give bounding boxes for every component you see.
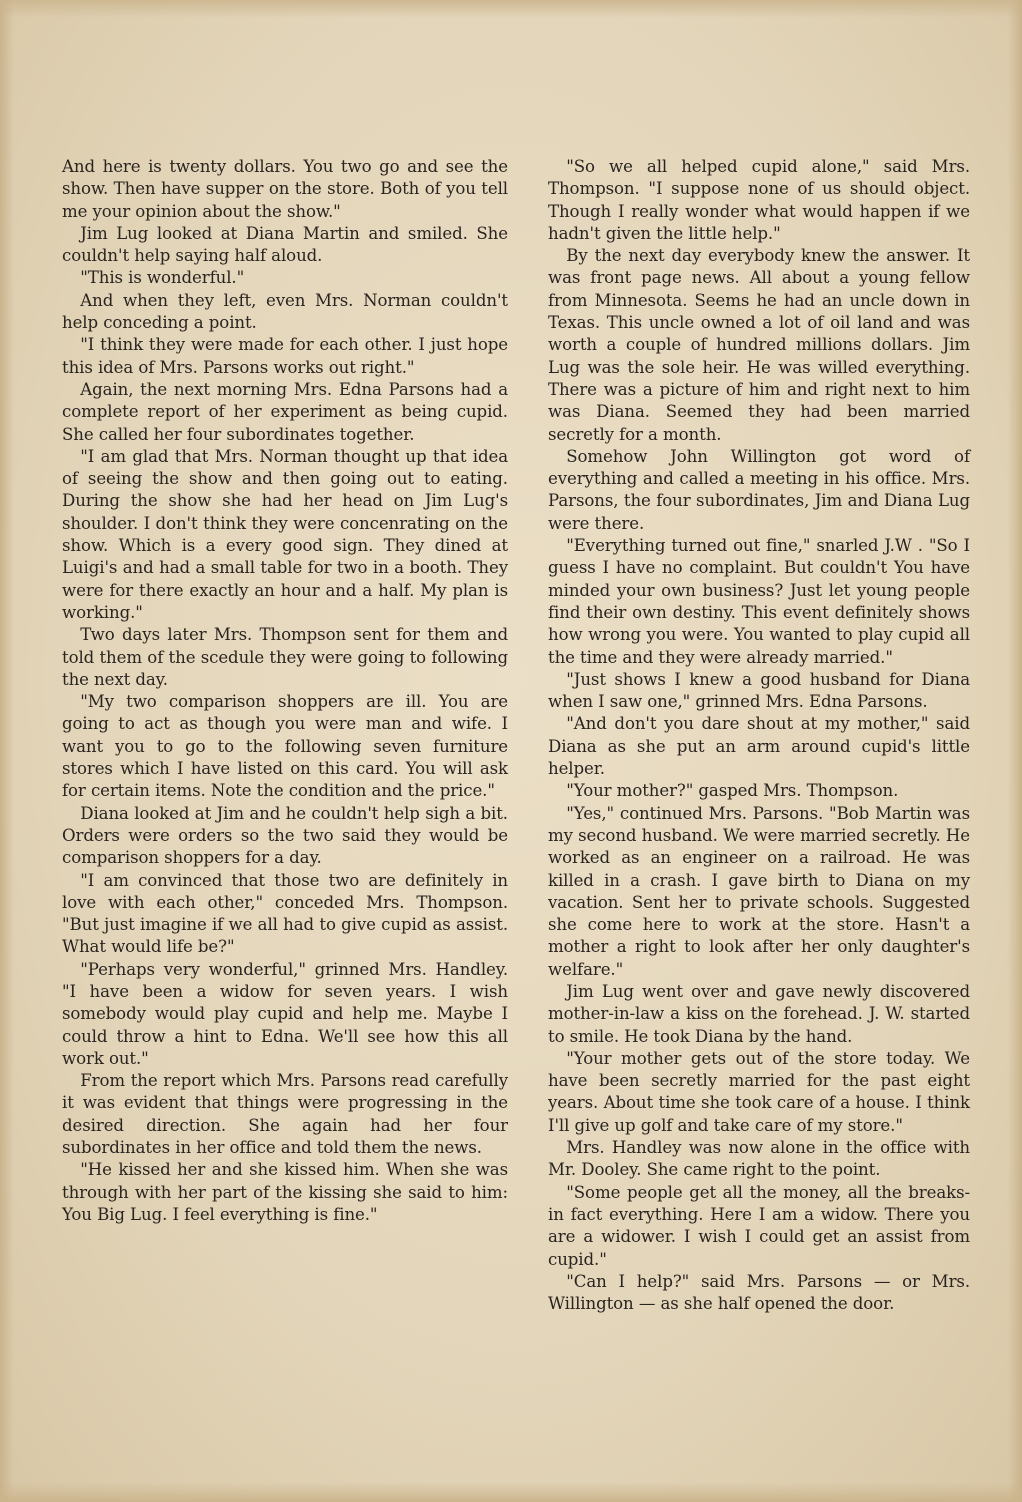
paragraph: "He kissed her and she kissed him. When she was through with her part of the kissing she said to him: You Big Lug. I feel everything is fine.": [62, 1160, 508, 1224]
left-text-column: [62, 156, 508, 1226]
paragraph: "Some people get all the money, all the breaks-in fact everything. Here I am a widow. There you are a widower. I wish I could get an assist from cupid.": [548, 1182, 970, 1269]
paragraph: Diana looked at Jim and he couldn't help sigh a bit. Orders were orders so the two said they would be comparison shoppers for a day.: [62, 803, 508, 868]
paragraph: "I am convinced that those two are definitely in love with each other," conceded Mrs. Thompson. "But just imagine if we all had to give cupid as assist. What would life be?": [62, 870, 508, 957]
paragraph: "This is wonderful.": [80, 268, 245, 288]
paragraph: And when they left, even Mrs. Norman couldn't help conceding a point.: [62, 290, 508, 333]
paragraph: "Just shows I knew a good husband for Diana when I saw one," grinned Mrs. Edna Parsons.: [548, 669, 970, 712]
paragraph: By the next day everybody knew the answer. It was front page news. All about a young fellow from Minnesota. Seems he had an uncle down in Texas. This uncle owned a lot of oil land and was worth a couple of hundred millions dollars. Jim Lug was the sole heir. He was willed everything. There was a picture of him and right next to him was Diana. Seemed they had been married secretly for a month.: [548, 246, 970, 444]
right-text-column: [548, 156, 970, 1315]
paper-edge-bottom: [0, 1482, 1022, 1502]
paragraph: "Your mother gets out of the store today. We have been secretly married for the past eight years. About time she took care of a house. I think I'll give up golf and take care of my store.": [548, 1048, 970, 1135]
paragraph: "Can I help?" said Mrs. Parsons — or Mrs. Willington — as she half opened the door.: [548, 1271, 970, 1314]
paragraph: "Your mother?" gasped Mrs. Thompson.: [566, 781, 899, 801]
paragraph: Jim Lug went over and gave newly discovered mother-in-law a kiss on the forehead. J. W. started to smile. He took Diana by the hand.: [548, 981, 970, 1046]
paragraph: "And don't you dare shout at my mother," said Diana as she put an arm around cupid's little helper.: [548, 714, 970, 779]
paragraph: "Everything turned out fine," snarled J.W . "So I guess I have no complaint. But couldn't You have minded your own business? Just let young people find their own destiny. This event definitely shows how wrong you were. You wanted to play cupid all the time and they were already married.": [548, 536, 970, 667]
paragraph: And here is twenty dollars. You two go and see the show. Then have supper on the store. Both of you tell me your opinion about the show.": [62, 157, 508, 221]
paragraph: Jim Lug looked at Diana Martin and smiled. She couldn't help saying half aloud.: [62, 223, 508, 266]
paragraph: From the report which Mrs. Parsons read carefully it was evident that things were progressing in the desired direction. She again had her four subordinates in her office and told them the news.: [62, 1071, 508, 1158]
paragraph: "Perhaps very wonderful," grinned Mrs. Handley. "I have been a widow for seven years. I wish somebody would play cupid and help me. Maybe I could throw a hint to Edna. We'll see how this all work out.": [62, 959, 508, 1068]
paragraph: Two days later Mrs. Thompson sent for them and told them of the scedule they were going to following the next day.: [62, 625, 508, 689]
paragraph: "My two comparison shoppers are ill. You are going to act as though you were man and wife. I want you to go to the following seven furniture stores which I have listed on this card. You will ask for certain items. Note the condition and the price.": [62, 692, 508, 801]
paragraph: "So we all helped cupid alone," said Mrs. Thompson. "I suppose none of us should object. Though I really wonder what would happen if we hadn't given the little help.": [548, 157, 970, 243]
paper-edge-left: [0, 0, 14, 1502]
paragraph: Mrs. Handley was now alone in the office with Mr. Dooley. She came right to the point.: [548, 1138, 970, 1180]
paper-edge-top: [0, 0, 1022, 18]
paragraph: Again, the next morning Mrs. Edna Parsons had a complete report of her experiment as being cupid. She called her four subordinates together.: [62, 379, 508, 444]
paragraph: Somehow John Willington got word of everything and called a meeting in his office. Mrs. Parsons, the four subordinates, Jim and Diana Lug were there.: [548, 446, 970, 533]
paper-edge-right: [1008, 0, 1022, 1502]
paragraph: "I think they were made for each other. I just hope this idea of Mrs. Parsons works out right.": [62, 335, 508, 377]
paragraph: "I am glad that Mrs. Norman thought up that idea of seeing the show and then going out to eating. During the show she had her head on Jim Lug's shoulder. I don't think they were concenrating on the show. Which is a every good sign. They dined at Luigi's and had a small table for two in a booth. They were for there exactly an hour and a half. My plan is working.": [62, 446, 508, 622]
paragraph: "Yes," continued Mrs. Parsons. "Bob Martin was my second husband. We were married secretly. He worked as an engineer on a railroad. He was killed in a crash. I gave birth to Diana on my vacation. Sent her to private schools. Suggested she come here to work at the store. Hasn't a mother a right to look after her only daughter's welfare.": [548, 803, 970, 979]
